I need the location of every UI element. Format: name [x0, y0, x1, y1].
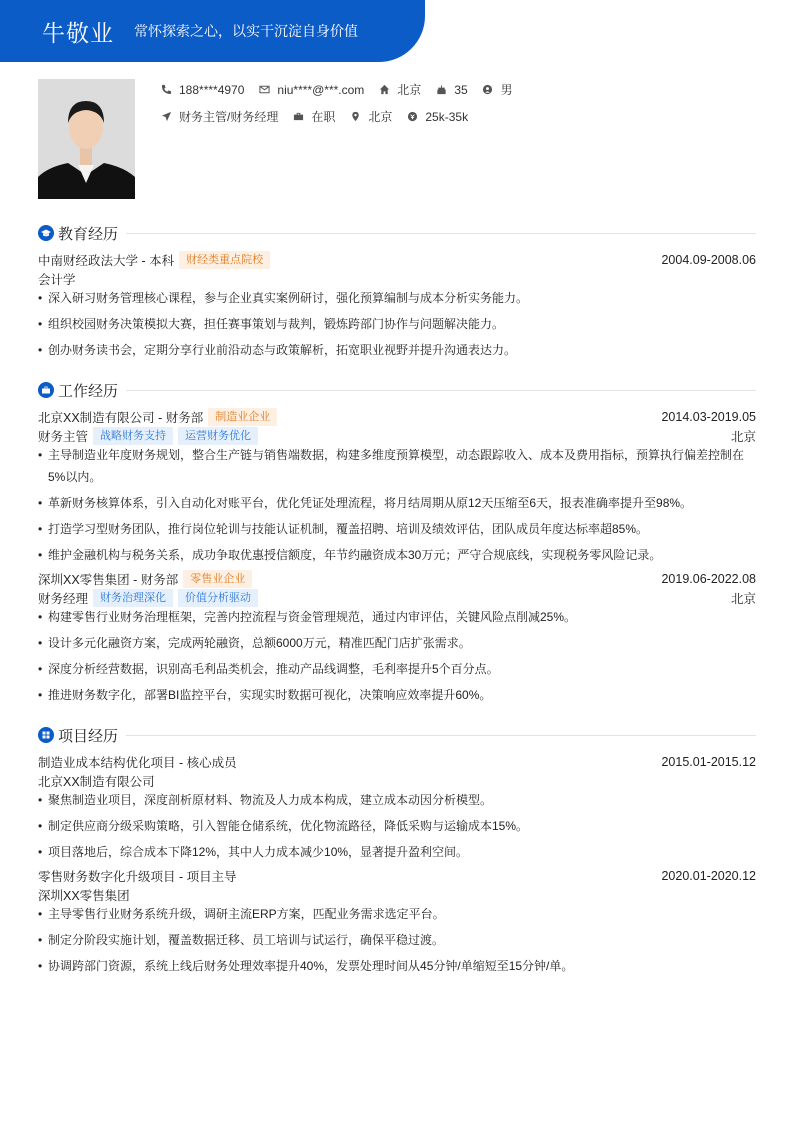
list-item: • 组织校园财务决策模拟大赛，担任赛事策划与裁判，锻炼跨部门协作与问题解决能力。 — [38, 317, 505, 331]
graduation-cap-icon — [38, 225, 54, 241]
job-role: 财务主管 — [38, 430, 89, 444]
gender-text: 男 — [500, 83, 513, 97]
list-item: • 维护金融机构与税务关系，成功争取优惠授信额度，年节约融资成本30万元；严守合规底线，实现税务零风险记录。 — [38, 548, 662, 562]
divider — [126, 233, 756, 234]
location-text: 北京 — [368, 110, 393, 124]
company-tag: 制造业企业 — [208, 408, 277, 426]
section-title: 项目经历 — [58, 727, 119, 745]
project-org: 深圳XX零售集团 — [38, 889, 130, 903]
project-name: 制造业成本结构优化项目 - 核心成员 — [38, 756, 237, 770]
project-name: 零售财务数字化升级项目 - 项目主导 — [38, 870, 237, 884]
project-header — [38, 867, 756, 885]
grid-icon — [38, 727, 54, 743]
school-tag: 财经类重点院校 — [179, 251, 270, 269]
company-tag: 零售业企业 — [183, 570, 252, 588]
header-banner — [0, 0, 425, 62]
role-tag: 价值分析驱动 — [178, 589, 258, 607]
section-title: 教育经历 — [58, 225, 119, 243]
role-tag: 战略财务支持 — [93, 427, 173, 445]
phone-item — [160, 83, 244, 97]
candidate-name: 牛敬业 — [42, 19, 114, 46]
list-item: • 制定分阶段实施计划，覆盖数据迁移、员工培训与试运行，确保平稳过渡。 — [38, 933, 445, 947]
location-item — [349, 108, 392, 125]
education-date: 2004.09-2008.06 — [661, 253, 756, 267]
list-item-continued: 5%以内。 — [48, 470, 102, 484]
salary-text: 25k-35k — [425, 109, 469, 124]
cake-icon — [435, 84, 447, 96]
gender-icon — [482, 84, 494, 96]
gender-item — [482, 81, 513, 98]
list-item: • 推进财务数字化，部署BI监控平台，实现实时数据可视化，决策响应效率提升60%。 — [38, 688, 492, 702]
list-item: • 深入研习财务管理核心课程，参与企业真实案例研讨，强化预算编制与成本分析实务能力。 — [38, 291, 529, 305]
project-date: 2020.01-2020.12 — [661, 869, 756, 883]
list-item: • 打造学习型财务团队，推行岗位轮训与技能认证机制，覆盖招聘、培训及绩效评估，团队成员年度达标率超85%。 — [38, 522, 649, 536]
divider — [126, 390, 756, 391]
list-item: • 聚焦制造业项目，深度剖析原材料、物流及人力成本构成，建立成本动因分析模型。 — [38, 793, 493, 807]
email-text: niu****@***.com — [277, 82, 365, 97]
briefcase-section-icon — [38, 382, 54, 398]
profile-photo — [38, 79, 135, 199]
contact-row-1 — [160, 81, 527, 98]
home-icon — [378, 84, 390, 96]
list-item: • 深度分析经营数据，识别高毛利品类机会，推动产品线调整，毛利率提升5个百分点。 — [38, 662, 499, 676]
money-icon — [406, 111, 418, 123]
job-role: 财务经理 — [38, 592, 89, 606]
mail-icon — [258, 84, 270, 96]
list-item: • 协调跨部门资源，系统上线后财务处理效率提升40%，发票处理时间从45分钟/单缩短至15分钟/单。 — [38, 959, 574, 973]
job-city: 北京 — [730, 592, 756, 606]
job-header — [38, 408, 756, 426]
motto: 常怀探索之心，以实干沉淀自身价值 — [134, 23, 358, 39]
job-city: 北京 — [730, 430, 756, 444]
home-text: 北京 — [397, 83, 422, 97]
education-major-row — [38, 270, 756, 288]
job-date: 2014.03-2019.05 — [661, 410, 756, 424]
phone-icon — [160, 84, 172, 96]
project-org: 北京XX制造有限公司 — [38, 775, 155, 789]
company-name: 北京XX制造有限公司 - 财务部 — [38, 411, 204, 425]
age-item — [435, 83, 467, 97]
project-header — [38, 753, 756, 771]
location-icon — [349, 111, 361, 123]
list-item: • 构建零售行业财务治理框架，完善内控流程与资金管理规范，通过内审评估，关键风险点削减25%。 — [38, 610, 577, 624]
role-tag: 财务治理深化 — [93, 589, 173, 607]
list-item: • 设计多元化融资方案，完成两轮融资，总额6000万元，精准匹配门店扩张需求。 — [38, 636, 471, 650]
send-icon — [160, 111, 172, 123]
list-item: • 革新财务核算体系，引入自动化对账平台，优化凭证处理流程，将月结周期从原12天压缩至6天，报表准确率提升至98%。 — [38, 496, 693, 510]
list-item: • 项目落地后，综合成本下降12%，其中人力成本减少10%，显著提升盈利空间。 — [38, 845, 469, 859]
list-item: • 主导零售行业财务系统升级，调研主流ERP方案，匹配业务需求选定平台。 — [38, 907, 445, 921]
status-item — [292, 108, 335, 125]
projects-section-header — [38, 725, 756, 745]
position-text: 财务主管/财务经理 — [179, 110, 279, 124]
briefcase-icon — [292, 111, 304, 123]
major: 会计学 — [38, 273, 76, 287]
phone-text: 188****4970 — [179, 82, 245, 97]
job-role-row — [38, 589, 756, 607]
salary-item — [406, 110, 468, 124]
project-date: 2015.01-2015.12 — [661, 755, 756, 769]
list-item: • 创办财务读书会，定期分享行业前沿动态与政策解析，拓宽职业视野并提升沟通表达力。 — [38, 343, 517, 357]
section-title: 工作经历 — [58, 382, 119, 400]
email-item — [258, 83, 364, 97]
role-tag: 运营财务优化 — [178, 427, 258, 445]
list-item: • 制定供应商分级采购策略，引入智能仓储系统，优化物流路径，降低采购与运输成本15%。 — [38, 819, 529, 833]
company-name: 深圳XX零售集团 - 财务部 — [38, 573, 179, 587]
status-text: 在职 — [311, 110, 336, 124]
position-item — [160, 108, 278, 125]
age-text: 35 — [454, 82, 468, 97]
job-header — [38, 570, 756, 588]
education-section-header — [38, 223, 756, 243]
list-item: • 主导制造业年度财务规划，整合生产链与销售端数据，构建多维度预算模型，动态跟踪收入、成本及费用指标，预算执行偏差控制在 — [38, 448, 745, 462]
job-date: 2019.06-2022.08 — [661, 572, 756, 586]
divider — [126, 735, 756, 736]
school-name: 中南财经政法大学 - 本科 — [38, 254, 175, 268]
home-item — [378, 81, 421, 98]
work-section-header — [38, 380, 756, 400]
contact-row-2 — [160, 108, 482, 125]
project-org-row — [38, 886, 756, 904]
job-role-row — [38, 427, 756, 445]
project-org-row — [38, 772, 756, 790]
education-header — [38, 251, 756, 269]
